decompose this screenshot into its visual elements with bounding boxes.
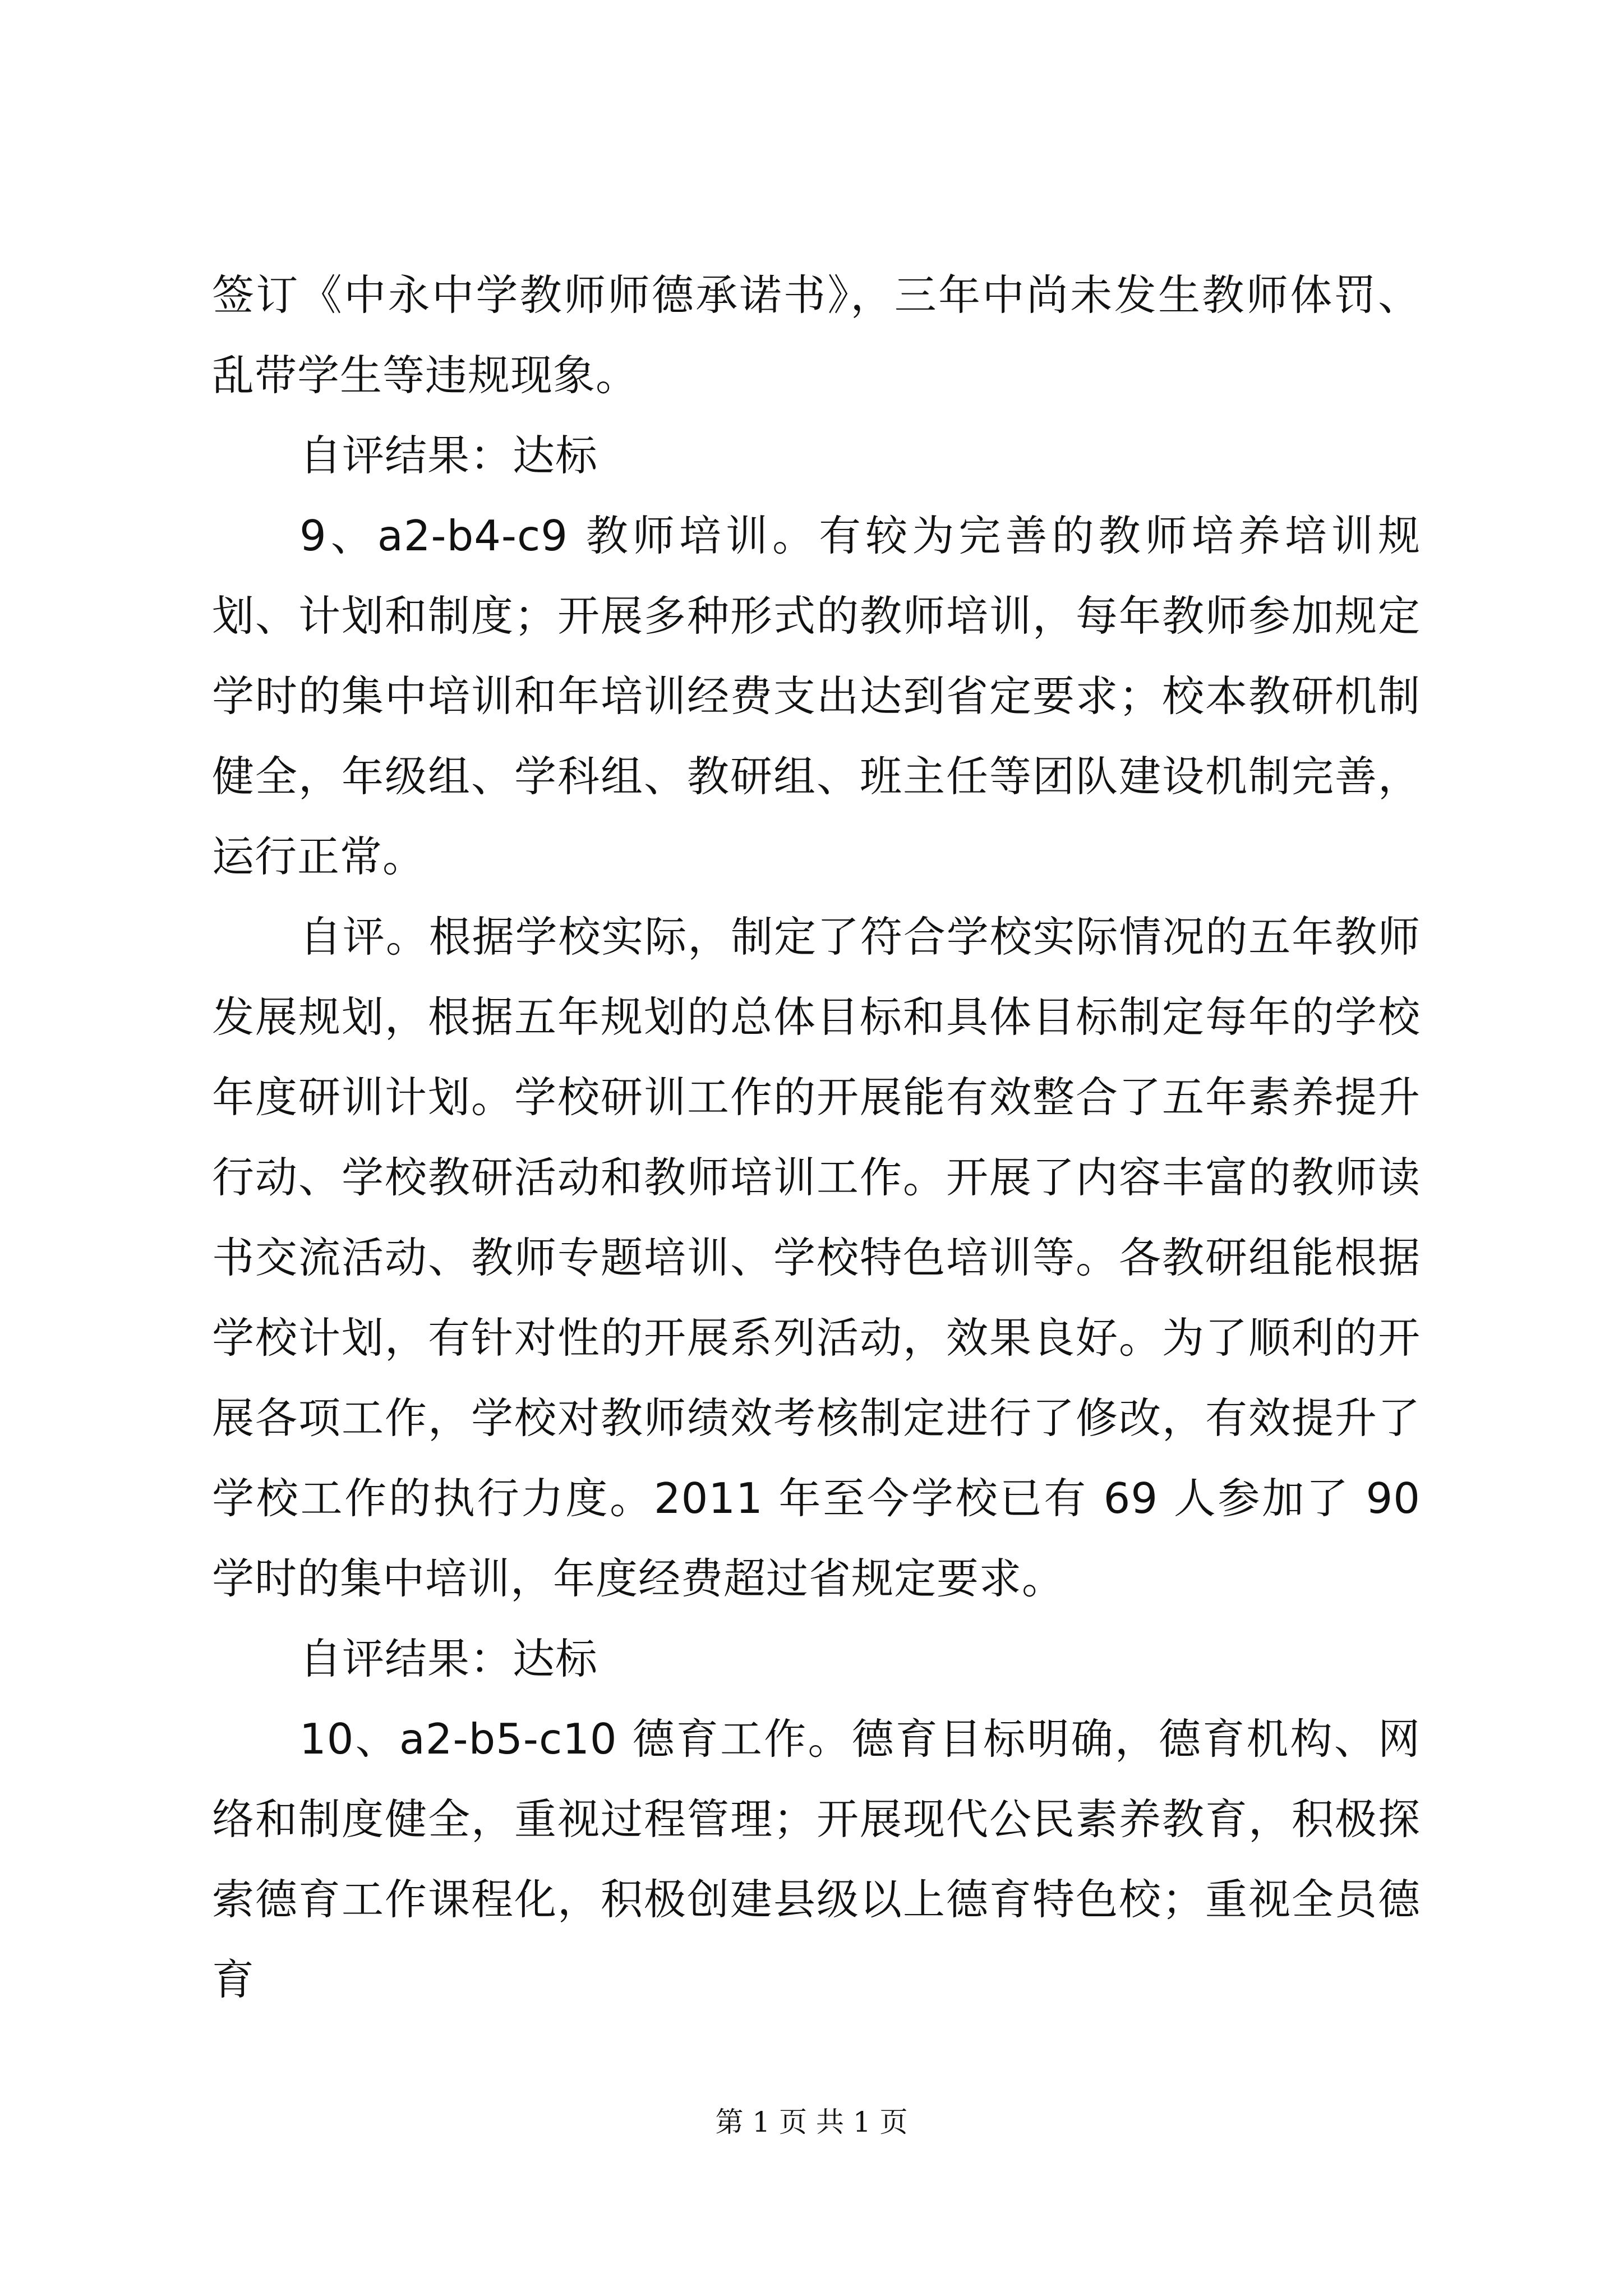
- paragraph-5-self-evaluation-result: 自评结果：达标: [299, 1634, 598, 1683]
- paragraph-6-moral-education: 10、a2-b5-c10 德育工作。德育目标明确，德育机构、网络和制度健全，重视过程管理；开展现代公民素养教育，积极探索德育工作课程化，积极创建县级以上德育特色校；重视全员德育: [212, 1714, 1421, 2004]
- paragraph-4-self-evaluation: 自评。根据学校实际，制定了符合学校实际情况的五年教师发展规划，根据五年规划的总体目标和具体目标制定每年的学校年度研训计划。学校研训工作的开展能有效整合了五年素养提升行动、学校教研活动和教师培训工作。开展了内容丰富的教师读书交流活动、教师专题培训、学校特色培训等。各教研组能根据学校计划，有针对性的开展系列活动，效果良好。为了顺利的开展各项工作，学校对教师绩效考核制定进行了修改，有效提升了学校工作的执行力度。2011 年至今学校已有 69 人参加了 90 学时的集中培训，年度经费超过省规定要求。: [212, 912, 1421, 1603]
- paragraph-2-self-evaluation-result: 自评结果：达标: [299, 431, 598, 480]
- document-body: [212, 255, 1421, 2020]
- paragraph-1: 签订《中永中学教师师德承诺书》，三年中尚未发生教师体罚、乱带学生等违规现象。: [212, 270, 1421, 400]
- page-footer: 第 1 页 共 1 页: [715, 2106, 908, 2138]
- paragraph-3-teacher-training: 9、a2-b4-c9 教师培训。有较为完善的教师培养培训规划、计划和制度；开展多种形式的教师培训，每年教师参加规定学时的集中培训和年培训经费支出达到省定要求；校本教研机制健全，年级组、学科组、教研组、班主任等团队建设机制完善，运行正常。: [212, 511, 1421, 881]
